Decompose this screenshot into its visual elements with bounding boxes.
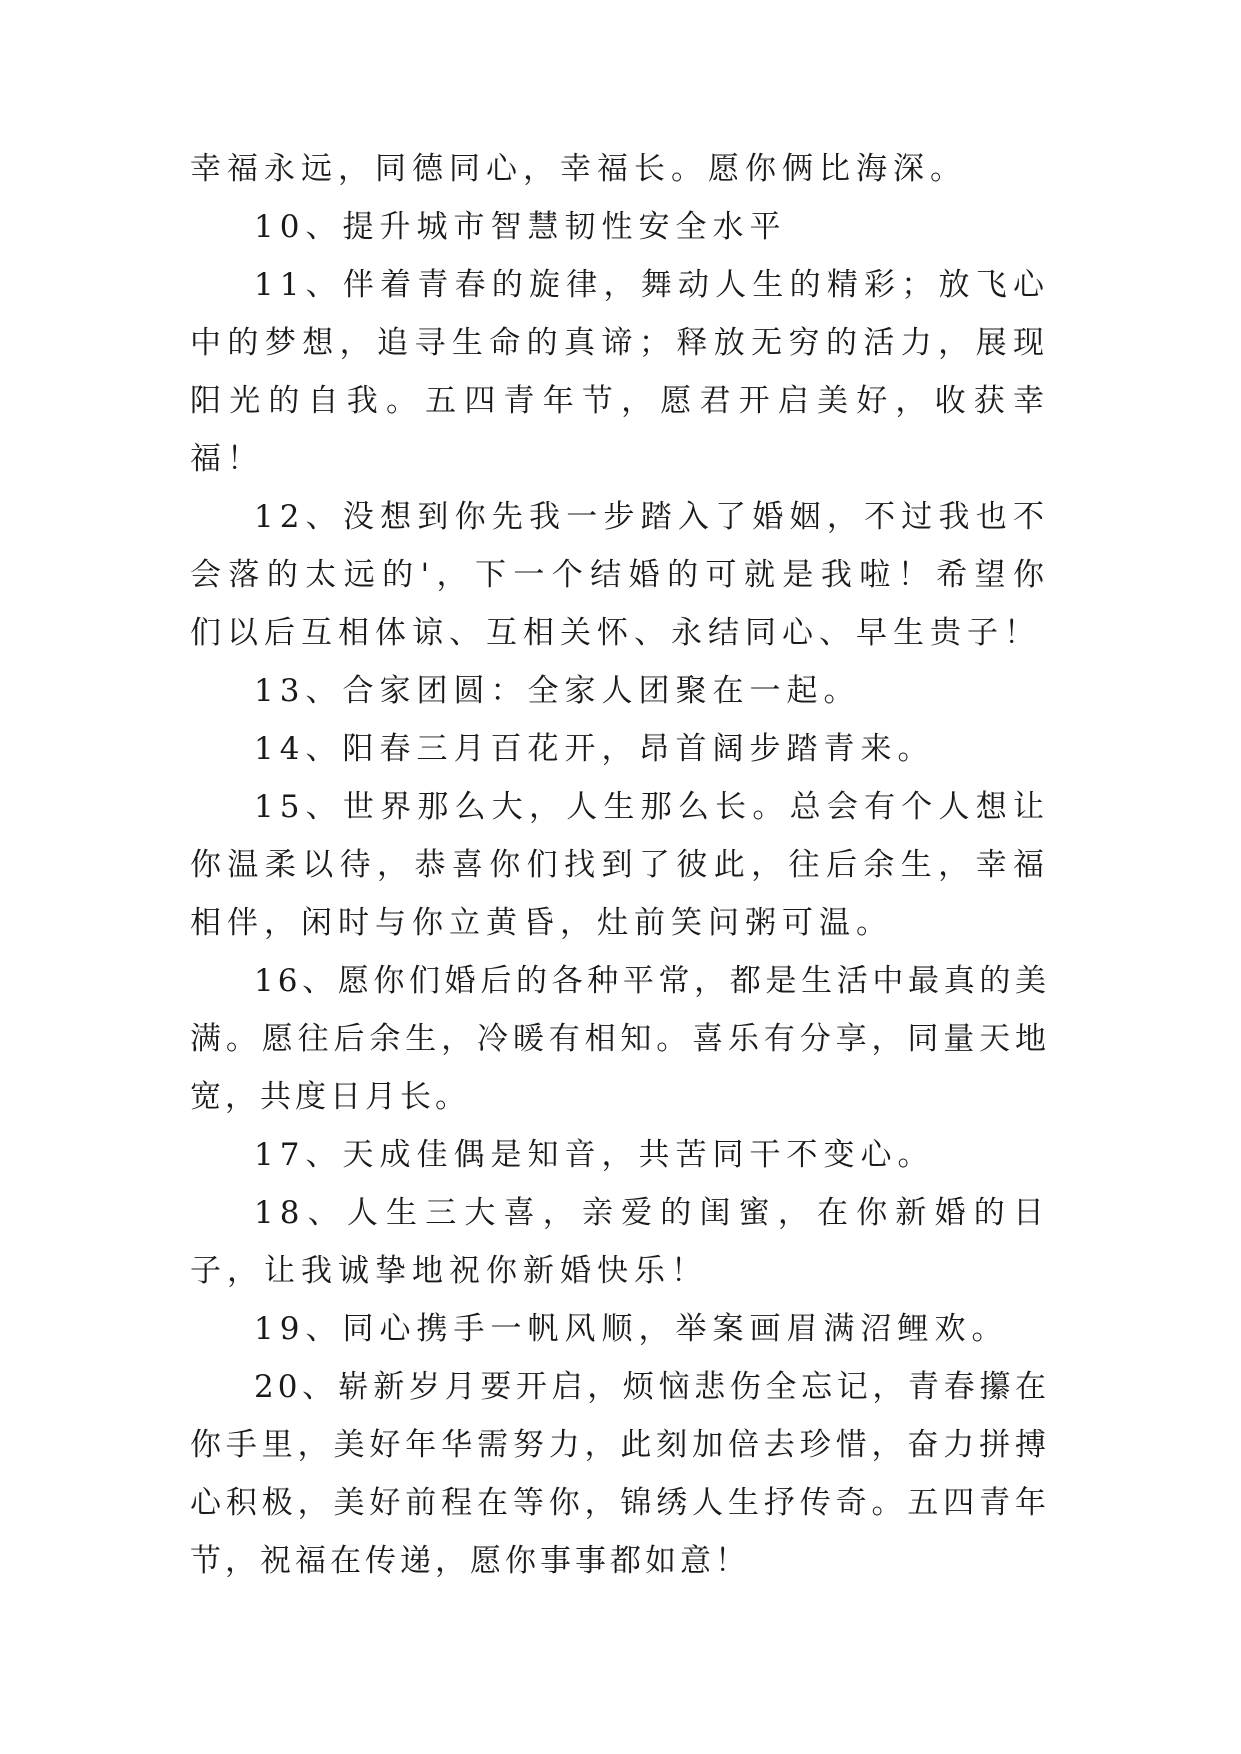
paragraph-8: 16、愿你们婚后的各种平常，都是生活中最真的美满。愿往后余生，冷暖有相知。喜乐有分享，同量天地宽，共度日月长。 [190, 963, 1050, 1115]
paragraph-1: 幸福永远，同德同心，幸福长。愿你俩比海深。 [190, 151, 967, 187]
document-page [190, 140, 1050, 1590]
paragraph-10: 18、人生三大喜，亲爱的闺蜜，在你新婚的日子，让我诚挚地祝你新婚快乐！ [190, 1195, 1050, 1289]
paragraph-12: 20、崭新岁月要开启，烦恼悲伤全忘记，青春攥在你手里，美好年华需努力，此刻加倍去珍惜，奋力拼搏心积极，美好前程在等你，锦绣人生抒传奇。五四青年节，祝福在传递，愿你事事都如意！ [190, 1369, 1050, 1579]
paragraph-3: 11、伴着青春的旋律，舞动人生的精彩；放飞心中的梦想，追寻生命的真谛；释放无穷的活力，展现阳光的自我。五四青年节，愿君开启美好，收获幸福！ [190, 267, 1050, 477]
paragraph-9: 17、天成佳偶是知音，共苦同干不变心。 [254, 1137, 935, 1173]
paragraph-5: 13、合家团圆：全家人团聚在一起。 [254, 673, 861, 709]
paragraph-11: 19、同心携手一帆风顺，举案画眉满沼鲤欢。 [254, 1311, 1009, 1347]
paragraph-4: 12、没想到你先我一步踏入了婚姻，不过我也不会落的太远的'，下一个结婚的可就是我啦！希望你们以后互相体谅、互相关怀、永结同心、早生贵子！ [190, 499, 1050, 651]
paragraph-2: 10、提升城市智慧韧性安全水平 [254, 209, 787, 245]
paragraph-6: 14、阳春三月百花开，昂首阔步踏青来。 [254, 731, 935, 767]
paragraph-7: 15、世界那么大，人生那么长。总会有个人想让你温柔以待，恭喜你们找到了彼此，往后余生，幸福相伴，闲时与你立黄昏，灶前笑问粥可温。 [190, 789, 1050, 941]
